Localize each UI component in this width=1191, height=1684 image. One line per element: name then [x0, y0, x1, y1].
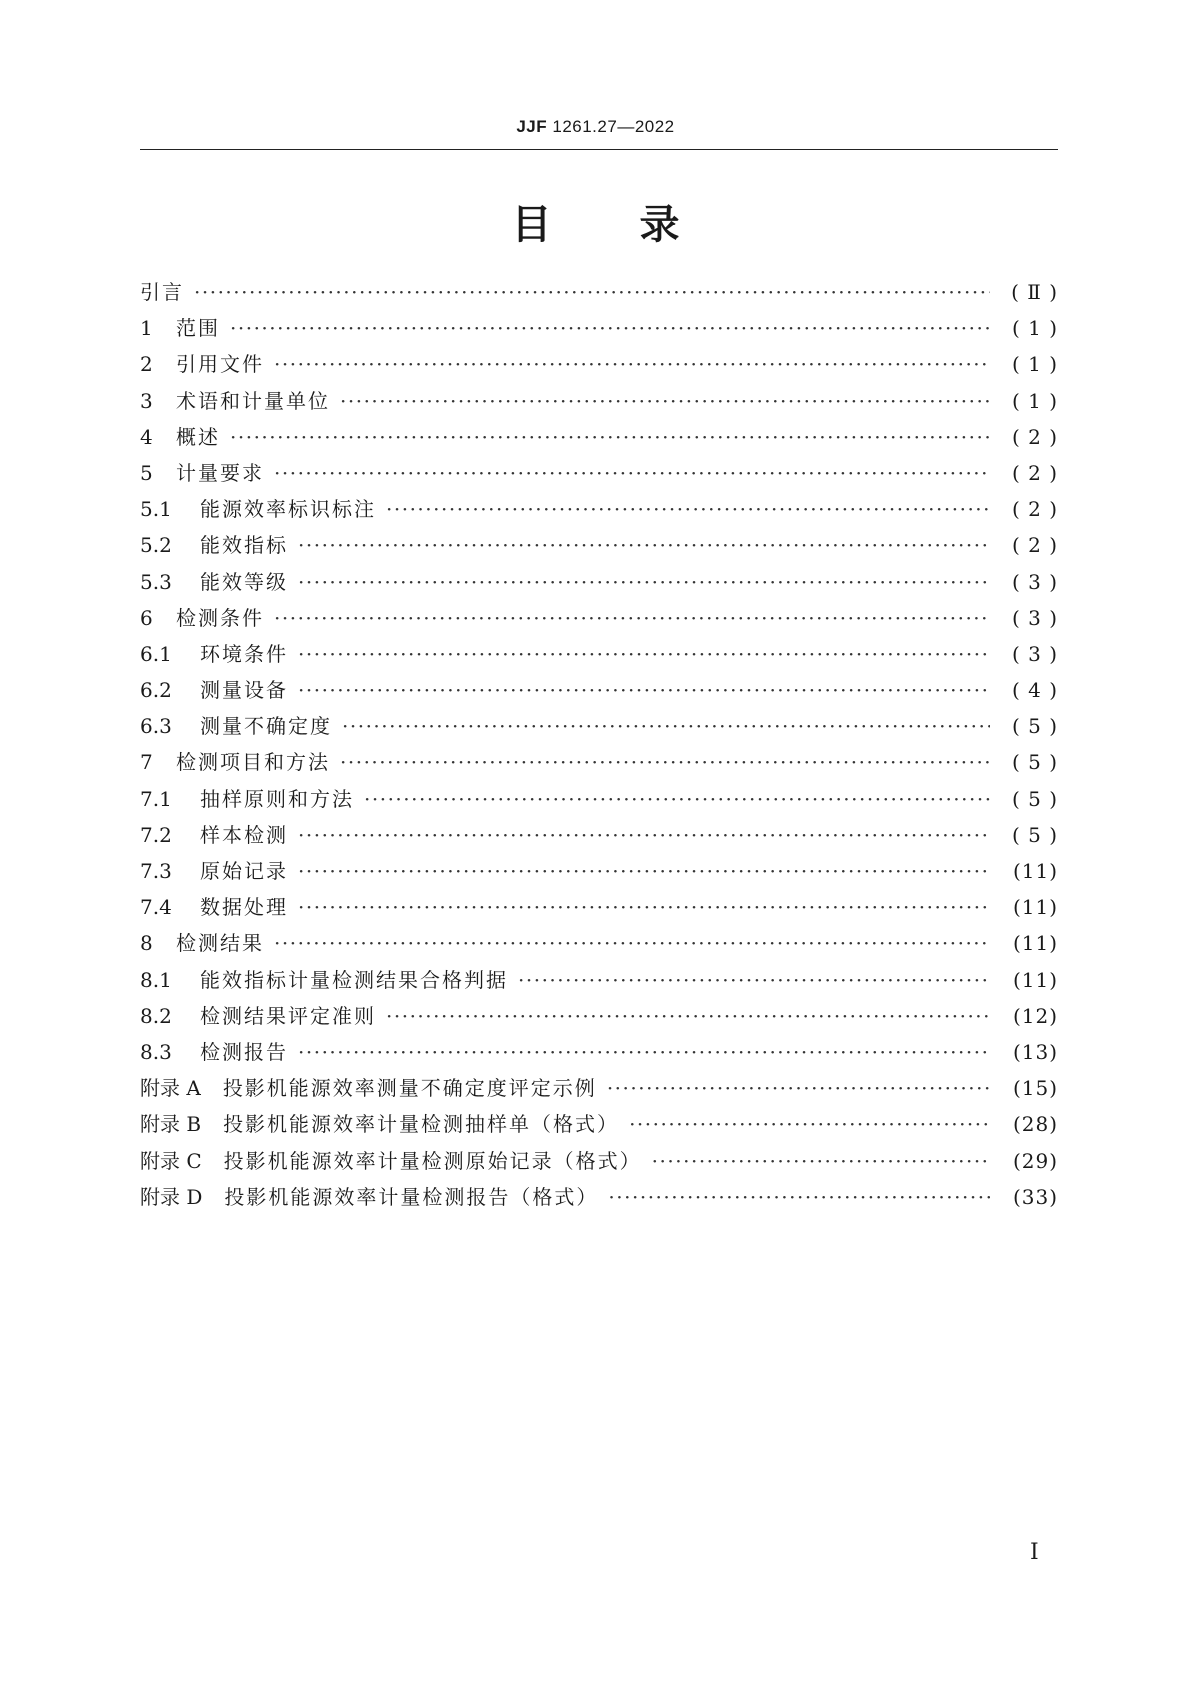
toc-entry[interactable] — [140, 1145, 1058, 1181]
header-rule — [140, 149, 1058, 150]
toc-entry-number: 6 — [140, 605, 153, 630]
toc-entry-number: 7.4 — [140, 895, 172, 920]
toc-entry-label: 检测结果 — [176, 931, 264, 956]
toc-entry-label: 引用文件 — [176, 352, 264, 377]
toc-entry-number: 7.2 — [140, 822, 172, 847]
toc-leader-dots — [342, 714, 990, 738]
toc-entry-number: 5.1 — [140, 497, 172, 522]
toc-entry-page: (11) — [1012, 895, 1058, 920]
toc-entry-label: 投影机能源效率计量检测原始记录（格式） — [223, 1148, 642, 1173]
page-number: Ⅰ — [1030, 1540, 1039, 1565]
toc-leader-dots — [298, 1040, 990, 1064]
toc-entry-page: ( 2 ) — [1011, 533, 1058, 558]
toc-entry[interactable] — [140, 493, 1058, 529]
toc-leader-dots — [652, 1149, 990, 1173]
toc-entry-number: 4 — [140, 424, 153, 449]
toc-entry[interactable] — [140, 529, 1058, 565]
toc-entry[interactable] — [140, 1072, 1058, 1108]
toc-entry-label: 能效指标 — [200, 533, 288, 558]
toc-leader-dots — [298, 678, 990, 702]
toc-entry-page: (29) — [1012, 1148, 1058, 1173]
toc-entry-label: 检测结果评定准则 — [200, 1003, 376, 1028]
toc-entry-number: 6.2 — [140, 678, 172, 703]
toc-entry-number: 1 — [140, 316, 153, 341]
toc-entry[interactable] — [140, 819, 1058, 855]
toc-leader-dots — [274, 352, 990, 376]
toc-entry[interactable] — [140, 746, 1058, 782]
toc-leader-dots — [607, 1076, 990, 1100]
toc-entry-page: ( 1 ) — [1011, 388, 1058, 413]
toc-entry-page: ( 1 ) — [1011, 316, 1058, 341]
toc-leader-dots — [340, 750, 990, 774]
toc-entry[interactable] — [140, 927, 1058, 963]
toc-entry-page: (12) — [1012, 1003, 1058, 1028]
toc-entry-page: ( Ⅱ ) — [1011, 280, 1058, 304]
document-code-number: 1261.27—2022 — [547, 117, 675, 136]
toc-entry[interactable] — [140, 457, 1058, 493]
toc-leader-dots — [340, 389, 990, 413]
toc-entry-page: (11) — [1012, 931, 1058, 956]
toc-entry[interactable] — [140, 783, 1058, 819]
toc-leader-dots — [298, 823, 990, 847]
toc-entry-number: 3 — [140, 388, 153, 413]
toc-leader-dots — [298, 533, 990, 557]
toc-entry-label: 计量要求 — [176, 460, 264, 485]
toc-leader-dots — [518, 968, 990, 992]
toc-leader-dots — [298, 570, 990, 594]
toc-entry-number: 5.3 — [140, 569, 172, 594]
toc-entry[interactable] — [140, 602, 1058, 638]
toc-leader-dots — [194, 280, 990, 304]
toc-entry[interactable] — [140, 1181, 1058, 1217]
toc-entry-page: (28) — [1012, 1112, 1058, 1137]
toc-entry-page: ( 3 ) — [1011, 569, 1058, 594]
toc-entry-label: 测量设备 — [200, 678, 288, 703]
toc-entry-page: (15) — [1012, 1076, 1058, 1101]
toc-entry[interactable] — [140, 964, 1058, 1000]
toc-entry-number: 5.2 — [140, 533, 172, 558]
toc-entry-label: 投影机能源效率测量不确定度评定示例 — [222, 1076, 597, 1101]
toc-entry-number: 6.1 — [140, 641, 172, 666]
toc-entry-page: ( 5 ) — [1011, 822, 1058, 847]
toc-leader-dots — [274, 931, 990, 955]
toc-entry-number: 5 — [140, 460, 153, 485]
toc-entry-label: 样本检测 — [200, 822, 288, 847]
toc-entry[interactable] — [140, 1000, 1058, 1036]
toc-entry-page: ( 5 ) — [1011, 750, 1058, 775]
toc-entry-label: 抽样原则和方法 — [200, 786, 354, 811]
toc-entry-page: ( 2 ) — [1011, 424, 1058, 449]
toc-leader-dots — [608, 1185, 990, 1209]
toc-entry-number: 附录 D — [140, 1184, 203, 1209]
toc-entry-page: (13) — [1012, 1039, 1058, 1064]
toc-entry-label: 测量不确定度 — [200, 714, 332, 739]
toc-entry-number: 7.1 — [140, 786, 172, 811]
toc-entry-page: ( 5 ) — [1011, 786, 1058, 811]
toc-leader-dots — [298, 895, 990, 919]
toc-entry-page: ( 2 ) — [1011, 460, 1058, 485]
toc-leader-dots — [230, 425, 990, 449]
toc-entry[interactable] — [140, 1108, 1058, 1144]
toc-entry-number: 附录 C — [140, 1148, 202, 1173]
toc-entry[interactable] — [140, 855, 1058, 891]
toc-entry-page: ( 4 ) — [1011, 678, 1058, 703]
toc-leader-dots — [298, 859, 990, 883]
toc-entry-label: 术语和计量单位 — [176, 388, 330, 413]
toc-entry-label: 投影机能源效率计量检测抽样单（格式） — [223, 1112, 620, 1137]
toc-entry-label: 能源效率标识标注 — [200, 497, 376, 522]
toc-entry-label: 范围 — [176, 316, 220, 341]
toc-entry[interactable] — [140, 674, 1058, 710]
toc-leader-dots — [274, 461, 990, 485]
toc-entry-page: ( 5 ) — [1011, 714, 1058, 739]
toc-entry[interactable] — [140, 421, 1058, 457]
toc-entry-label: 检测报告 — [200, 1039, 288, 1064]
toc-entry[interactable] — [140, 710, 1058, 746]
toc-entry-number: 附录 B — [140, 1112, 202, 1137]
toc-entry[interactable] — [140, 1036, 1058, 1072]
toc-entry-page: (33) — [1012, 1184, 1058, 1209]
toc-entry-label: 投影机能源效率计量检测报告（格式） — [224, 1184, 599, 1209]
toc-entry[interactable] — [140, 348, 1058, 384]
toc-leader-dots — [298, 642, 990, 666]
toc-entry[interactable] — [140, 312, 1058, 348]
toc-entry-page: (11) — [1012, 859, 1058, 883]
toc-entry-page: ( 2 ) — [1011, 497, 1058, 522]
toc-entry[interactable] — [140, 276, 1058, 312]
toc-entry-page: ( 1 ) — [1011, 352, 1058, 377]
toc-entry-label: 数据处理 — [200, 895, 288, 920]
toc-leader-dots — [230, 316, 990, 340]
toc-entry[interactable] — [140, 385, 1058, 421]
toc-leader-dots — [386, 1004, 990, 1028]
toc-entry-number: 2 — [140, 352, 153, 377]
toc-entry[interactable] — [140, 891, 1058, 927]
toc-entry-label: 引言 — [140, 280, 184, 304]
document-code-header — [0, 117, 1191, 137]
toc-entry-number: 6.3 — [140, 714, 172, 739]
toc-entry-number: 7 — [140, 750, 153, 775]
toc-entry-page: (11) — [1012, 967, 1058, 992]
toc-entry-number: 8.2 — [140, 1003, 172, 1028]
toc-entry-label: 检测项目和方法 — [176, 750, 330, 775]
toc-leader-dots — [386, 497, 990, 521]
document-code-prefix: JJF — [516, 117, 548, 136]
table-of-contents — [140, 276, 1058, 1217]
toc-entry-label: 原始记录 — [200, 859, 288, 883]
toc-entry-number: 7.3 — [140, 859, 172, 883]
toc-entry-page: ( 3 ) — [1011, 641, 1058, 666]
page-title: 目录 — [511, 202, 768, 248]
toc-leader-dots — [364, 787, 990, 811]
toc-entry[interactable] — [140, 638, 1058, 674]
toc-entry-number: 附录 A — [140, 1076, 201, 1101]
toc-entry-page: ( 3 ) — [1011, 605, 1058, 630]
toc-entry[interactable] — [140, 566, 1058, 602]
toc-leader-dots — [274, 606, 990, 630]
toc-entry-number: 8.1 — [140, 967, 172, 992]
toc-entry-label: 概述 — [176, 424, 220, 449]
toc-entry-number: 8 — [140, 931, 153, 956]
toc-entry-number: 8.3 — [140, 1039, 172, 1064]
toc-entry-label: 能效等级 — [200, 569, 288, 594]
toc-entry-label: 检测条件 — [176, 605, 264, 630]
toc-leader-dots — [629, 1112, 990, 1136]
toc-entry-label: 能效指标计量检测结果合格判据 — [200, 967, 508, 992]
toc-entry-label: 环境条件 — [200, 641, 288, 666]
